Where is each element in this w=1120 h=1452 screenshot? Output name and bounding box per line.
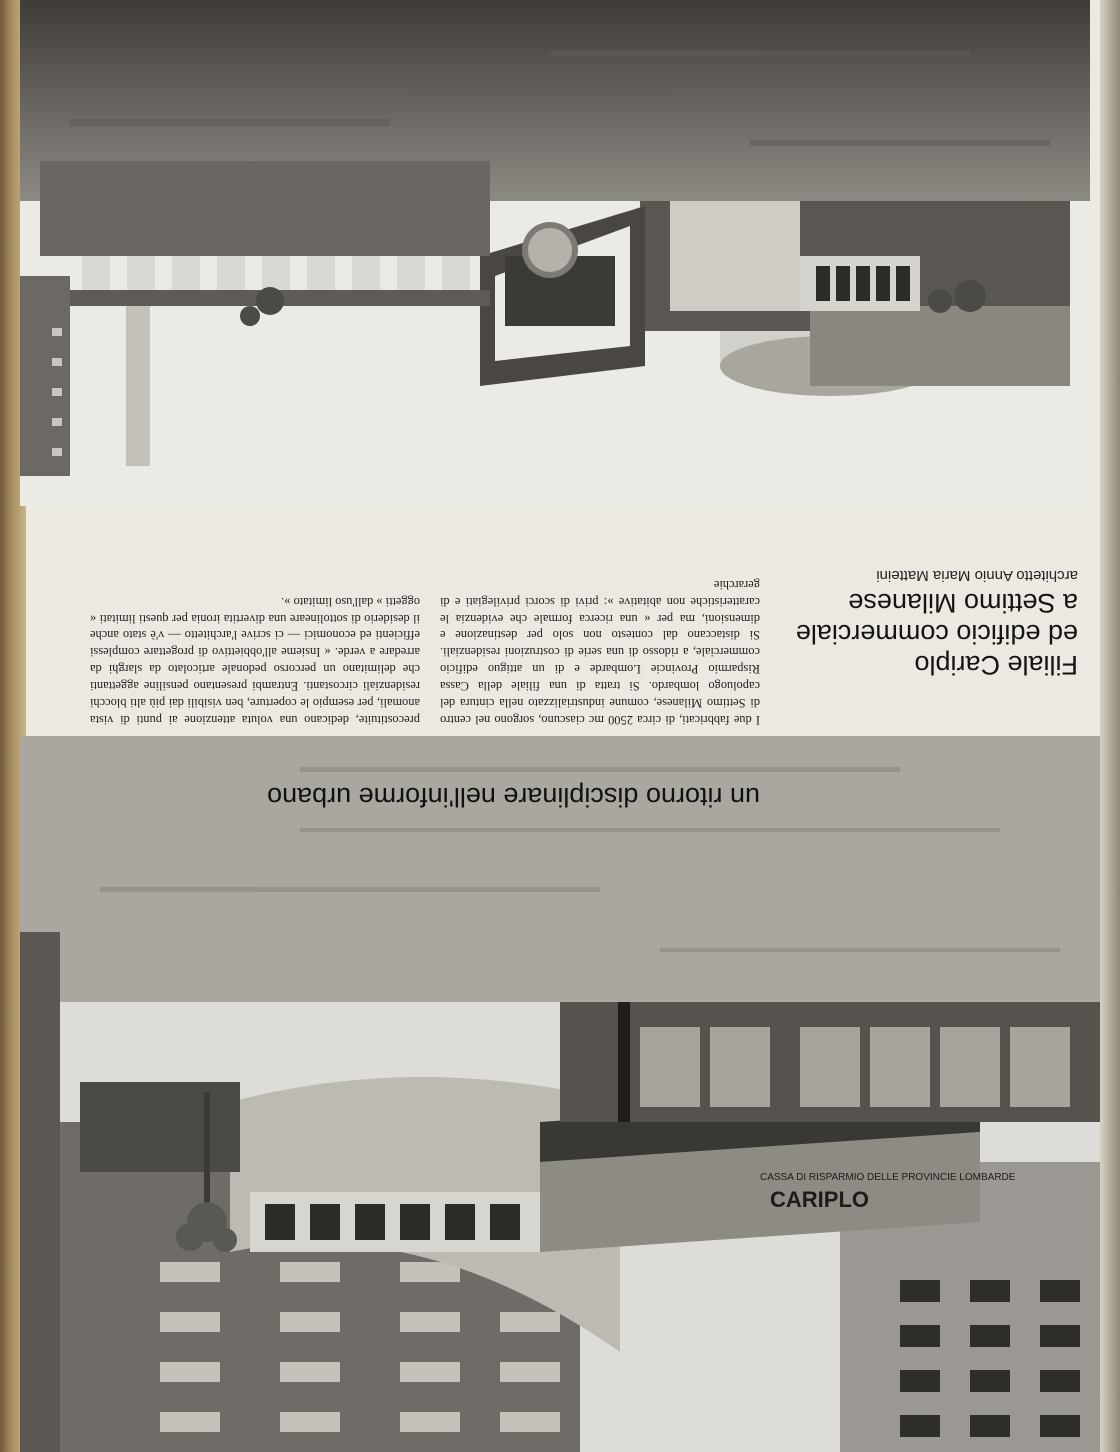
bank-branch-illustration [20,0,1090,506]
title-line-2: ed edificio commerciale [795,619,1078,649]
photo-caption: un ritorno disciplinare nell'informe urbano [267,782,760,812]
body-column-left: I due fabbricati, di circa 2500 mc ciascuno, sorgono nel centro di Settimo Milanese, comune industrializzato nella cintura del capoluogo lombardo. Si tratta di una filiale della Cassa Risparmio Provincie Lombarde e di un attiguo edificio commerciale, a ridosso di una serie di costruzioni residenziali. Si distaccano dal contesto non solo per destinazione e dimensioni, ma per « una ricerca formale che evidenzia le caratteristiche non abitative »: privi di scorci privilegiati e di gerarchie [440,577,760,727]
facade-sign-cariplo: CARIPLO [770,1187,869,1212]
title-line-1: Filiale Cariplo [914,650,1078,680]
facade-subsign: CASSA DI RISPARMIO DELLE PROVINCIE LOMBARDE [760,1172,1016,1183]
photo-bank-branch [20,0,1090,506]
photo-commercial-building [20,736,1100,1452]
article-title [718,587,1078,680]
title-line-3: a Settimo Milanese [848,588,1078,618]
architect-credit: architetto Annio Maria Matteini [876,567,1078,584]
body-column-right: precostituite, dedicano una voluta attenzione ai punti di vista anomali, per esempio le coperture, ben visibili dai più alti blocchi residenziali circostanti. Entrambi presentano pensiline aggettanti che delimitano un percorso pedonale articolato da slarghi da arredare a verde. « Insieme all'obbiettivo di progettare complessi efficienti ed economici — ci scrive l'architetto — v'è stato anche il desiderio di sottolineare una divertita ironia per questi limitati « oggetti » dall'uso limitato ». [90,594,420,727]
commercial-building-illustration [20,736,1100,1452]
